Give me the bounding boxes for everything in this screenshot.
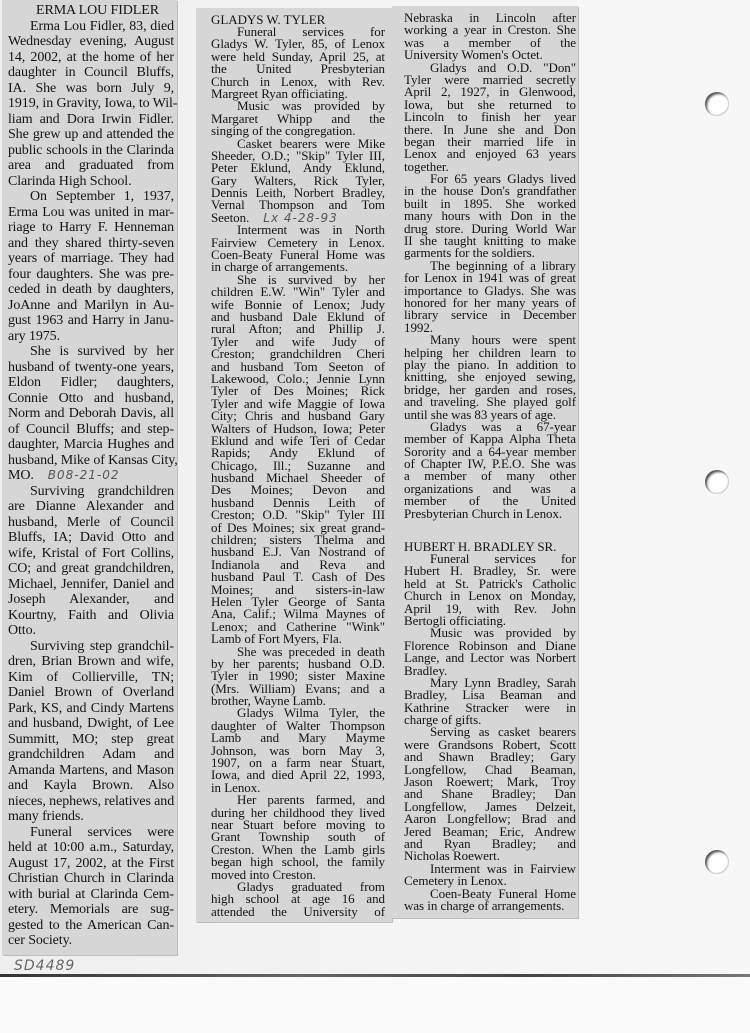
- text-line: husband Dennis Leith of: [211, 494, 385, 510]
- text-line: Bradley, Lisa Beaman and: [404, 687, 576, 703]
- text-line: Jered Beaman; Eric, Andrew: [404, 823, 576, 839]
- text-line: of Chapter IW, P.E.O. She was: [404, 456, 576, 472]
- text-line: [404, 897, 576, 913]
- text-line-content: was in charge of arrangements.: [404, 897, 565, 913]
- column-tyler-bradley-obituary: [404, 12, 576, 912]
- text-line: Gladys Wilma Tyler, the: [237, 705, 385, 721]
- text-line: were Grandsons Robert, Scott: [404, 736, 576, 752]
- text-line: ceded in death by daughters,: [8, 282, 174, 297]
- text-line: Grant Township south of: [211, 829, 385, 845]
- text-line: 1907, on a farm near Stuart,: [211, 755, 385, 771]
- text-line: Erma Lou was united in mar-: [8, 204, 174, 220]
- text-line: [8, 623, 174, 639]
- text-line-content: in Lenox.: [211, 779, 261, 795]
- text-line: Des Moines; Devon and: [211, 482, 385, 498]
- text-line: are Dianne Alexander and: [8, 499, 174, 514]
- text-line: She grew up and attended the: [8, 127, 174, 142]
- text-line: Eklund and wife Teri of Cedar: [211, 432, 385, 448]
- text-line: importance to Gladys. She was: [404, 282, 576, 298]
- paragraph: [211, 100, 385, 137]
- text-line-content: Presbyterian Church in Lenox.: [404, 505, 563, 521]
- paragraph: [211, 878, 385, 919]
- text-line-content: Margreet Ryan officiating.: [211, 85, 348, 101]
- text-line: She is survived by her: [30, 344, 174, 359]
- text-line: rural Afton; and Phillip J.: [211, 321, 385, 337]
- column-fidler-obituary: [8, 3, 178, 949]
- text-line: Amanda Martens, and Mason: [8, 762, 174, 778]
- text-line: [8, 468, 174, 484]
- text-line: [8, 933, 174, 949]
- text-line: Peter Eklund, Andy Eklund,: [211, 160, 385, 176]
- text-line: Creston. When the Lamb girls: [211, 841, 385, 857]
- text-line-content: cer Society.: [8, 933, 72, 948]
- obituary-heading: ERMA LOU FIDLER: [36, 3, 159, 18]
- text-line: Longfellow, Chad Beaman,: [404, 761, 576, 777]
- text-line-content: singing of the congregation.: [211, 123, 356, 139]
- paragraph: [404, 674, 576, 728]
- text-line: Walters of Hudson, Iowa; Peter: [211, 420, 385, 436]
- text-line: began their married life in: [404, 133, 576, 149]
- text-line: Indianola and Reva and: [211, 556, 385, 572]
- text-line: etery. Memorials are sug-: [8, 902, 174, 917]
- text-line: 1919, in Gravity, Iowa, to Wil-: [8, 96, 178, 111]
- text-line: husband, Mike of Kansas City,: [8, 452, 178, 468]
- paragraph: [404, 885, 576, 913]
- text-line: during her childhood they lived: [211, 804, 385, 820]
- text-line: husband E.J. Van Nostrand of: [211, 544, 385, 560]
- text-line: Aaron Longfellow; Brad and: [404, 811, 576, 827]
- text-line: August 17, 2002, at the First: [8, 855, 174, 871]
- text-line: Chicago, Ill.; Suzanne and: [211, 457, 385, 473]
- text-line: Her parents farmed, and: [237, 792, 385, 808]
- text-line-content: ary 1975.: [8, 328, 60, 344]
- paragraph: [404, 173, 576, 260]
- paragraph: [404, 418, 576, 521]
- text-line: and traveling. She played golf: [404, 394, 576, 410]
- text-line: Eldon Fidler; daughters,: [8, 375, 174, 390]
- punch-hole: [705, 92, 729, 116]
- paragraph: [404, 553, 576, 627]
- text-line-content: charge of gifts.: [404, 712, 482, 728]
- text-line: gested to the American Can-: [8, 917, 174, 933]
- text-line: nieces, nephews, relatives and: [8, 793, 175, 809]
- text-line: Gladys was a 67-year: [430, 418, 576, 434]
- text-line: [8, 174, 174, 190]
- text-line-content: together.: [404, 158, 449, 174]
- text-line: husband, Merle of Council: [8, 514, 174, 530]
- text-line: Tyler and wife Maggie of Iowa: [211, 395, 385, 411]
- spacer: [404, 520, 576, 540]
- text-line: Iowa, and died April 22, 1993,: [211, 767, 385, 783]
- text-line: Joseph Alexander, and: [8, 592, 174, 607]
- paragraph: [404, 860, 576, 889]
- paragraph: [8, 344, 178, 484]
- text-line: Daniel Brown of Overland: [8, 685, 174, 700]
- text-line: Interment was in Fairview: [430, 860, 576, 876]
- text-line: were held Sunday, April 25, at: [211, 48, 385, 64]
- text-line: Coen-Beaty Funeral Home was: [211, 247, 385, 263]
- text-line: near Stuart before moving to: [211, 817, 385, 832]
- text-line: for Lenox in 1941 was of great: [404, 270, 576, 286]
- text-line: Creston; O.D. "Skip" Tyler III: [211, 507, 385, 523]
- text-line: with burial at Clarinda Cem-: [8, 886, 174, 902]
- text-line: Bluffs, IA; David Otto and: [8, 530, 174, 545]
- text-line: On September 1, 1937,: [30, 189, 174, 204]
- paragraph: [211, 707, 385, 794]
- text-line: husband Michael Sheeder of: [211, 470, 385, 486]
- text-line: Tyler and wife Judy of: [211, 333, 385, 349]
- text-line: Music was provided by: [430, 625, 576, 641]
- paragraph: [404, 257, 576, 335]
- paragraph: [404, 627, 576, 677]
- text-line: public schools in the Clarinda: [8, 142, 174, 158]
- text-line-content: moved into Creston.: [211, 866, 316, 882]
- text-line: Many hours were spent: [430, 332, 576, 348]
- text-line: Florence Robinson and Diane: [404, 637, 576, 653]
- text-line: was a member of the: [404, 34, 576, 50]
- text-line: built in 1895. She worked: [404, 195, 576, 211]
- text-line: helping her children learn to: [404, 344, 576, 360]
- text-line: Gladys and O.D. "Don": [430, 59, 576, 75]
- paragraph: [8, 189, 174, 344]
- text-line: Funeral services were: [30, 824, 174, 840]
- text-line-content: Bertogli officiating.: [404, 612, 506, 628]
- text-line: Summitt, MO; step great: [8, 731, 174, 747]
- text-line: daughter, Marcia Hughes and: [8, 437, 174, 452]
- text-line: a member of many other: [404, 468, 576, 484]
- text-line: and Kayla Brown. Also: [8, 778, 174, 793]
- text-line: CO; and great grandchildren,: [8, 561, 174, 576]
- text-line: Christian Church in Clarinda: [8, 871, 174, 886]
- text-line-content: Bradley.: [404, 662, 448, 678]
- text-line: She is survived by her: [237, 271, 385, 287]
- text-line: four daughters. She was pre-: [8, 266, 174, 282]
- text-line-content: University Women's Octet.: [404, 47, 543, 63]
- paragraph: [211, 643, 385, 709]
- text-line: April 19, with Rev. John: [404, 600, 576, 616]
- text-line-content: MO.: [8, 468, 34, 483]
- text-line: Lincoln to finish her year: [404, 109, 576, 125]
- paragraph: [211, 135, 385, 225]
- text-line: Kathrine Stracker were in: [404, 699, 576, 715]
- text-line: Kourtny, Faith and Olivia: [8, 607, 174, 623]
- text-line: II she taught knitting to make: [404, 233, 576, 249]
- text-line: area and graduated from: [8, 158, 174, 173]
- paragraph: [211, 271, 385, 647]
- text-line: Lenox; and Catherine "Wink": [211, 618, 385, 634]
- text-line: by her parents; husband O.D.: [211, 655, 385, 671]
- text-line: held at St. Patrick's Catholic: [404, 575, 576, 591]
- text-line: there. In June she and Don: [404, 121, 576, 137]
- text-line: JoAnne and Marilyn in Au-: [8, 297, 174, 313]
- text-line: many hours with Don in the: [404, 208, 576, 224]
- text-line: Tyler were married secretly: [404, 71, 576, 87]
- text-line-content: until she was 83 years of age.: [404, 406, 556, 422]
- text-line: liam and Dora Irwin Fidler.: [8, 111, 174, 127]
- text-line: of Council Bluffs; and step-: [8, 421, 174, 437]
- text-line: husband Paul T. Cash of Des: [211, 569, 385, 585]
- text-line: Kim of Collierville, TN;: [8, 669, 174, 685]
- text-line: Music was provided by: [237, 98, 385, 114]
- text-line: Tyler of Des Moines; Rick: [211, 383, 385, 399]
- text-line-content: Lamb of Fort Myers, Fla.: [211, 631, 342, 647]
- text-line: Ana, Calif.; Wilma Maynes of: [211, 606, 385, 622]
- paragraph: [404, 59, 576, 174]
- text-line: City; Chris and husband Gary: [211, 408, 385, 424]
- text-line: honored for her many years of: [404, 294, 576, 310]
- text-line-content: Nicholas Roewert.: [404, 848, 500, 864]
- text-line: library service in December: [404, 307, 576, 323]
- paragraph: [8, 639, 174, 825]
- text-line: Norm and Deborah Davis, all: [8, 406, 174, 421]
- text-line: the United Presbyterian: [211, 61, 385, 77]
- paragraph: [404, 726, 576, 862]
- text-line-content: 1992.: [404, 319, 434, 335]
- text-line: husband of twenty-one years,: [8, 359, 174, 375]
- text-line: Creston; grandchildren Cheri: [211, 346, 385, 362]
- text-line: years of marriage. They had: [8, 251, 174, 266]
- text-line: Church in Lenox on Monday,: [404, 588, 576, 604]
- text-line: knitting, she enjoyed sewing,: [404, 369, 576, 385]
- text-line: Michael, Jennifer, Daniel and: [8, 576, 174, 592]
- text-line: Funeral services for: [237, 24, 385, 39]
- text-line: [8, 809, 174, 825]
- text-line: and Shane Bradley; Dan: [404, 786, 576, 802]
- text-line: Nebraska in Lincoln after: [404, 10, 576, 25]
- text-line: She was preceded in death: [237, 643, 385, 659]
- handwritten-note: B08-21-02: [47, 468, 120, 482]
- text-line: Gary Walters, Rick Tyler,: [211, 172, 385, 188]
- text-line: Sheeder, O.D.; "Skip" Tyler III,: [211, 147, 385, 163]
- text-line: Moines; and sisters-in-law: [211, 581, 385, 597]
- text-line: Margaret Whipp and the: [211, 110, 385, 126]
- text-line: and they shared thirty-seven: [8, 235, 174, 251]
- text-line: Rapids; Andy Eklund of: [211, 445, 385, 461]
- text-line-content: garments for the soldiers.: [404, 245, 535, 261]
- text-line: The beginning of a library: [430, 257, 576, 273]
- text-line: Sorority and a 64-year member: [404, 443, 576, 459]
- paragraph: [211, 794, 385, 881]
- text-line: Connie Otto and husband,: [8, 390, 174, 406]
- text-line: Funeral services for: [430, 551, 576, 567]
- text-line: Casket bearers were Mike: [237, 135, 385, 151]
- text-line: For 65 years Gladys lived: [430, 171, 576, 187]
- paragraph: [404, 12, 576, 62]
- page-edge: [0, 974, 750, 977]
- text-line: Wednesday evening, August: [8, 34, 174, 49]
- text-line: attended the University of: [211, 903, 385, 919]
- text-line-content: Seeton.: [211, 209, 250, 225]
- text-line: Church in Lenox, with Rev.: [211, 73, 385, 89]
- text-line: Mary Lynn Bradley, Sarah: [430, 674, 576, 690]
- text-line: Helen Tyler George of Santa: [211, 593, 385, 609]
- text-line: organizations and was a: [404, 480, 576, 496]
- handwritten-note: Lx 4-28-93: [263, 210, 338, 225]
- text-line: and Ryan Bradley; and: [404, 836, 576, 851]
- text-line: drug store. During World War: [404, 220, 576, 236]
- text-line: Park, KS, and Cindy Martens: [8, 700, 174, 716]
- text-line: Interment was in North: [237, 222, 385, 238]
- text-line: wife, Kristal of Fort Collins,: [8, 545, 174, 561]
- text-line: Jason Roewert; Mark, Troy: [404, 774, 576, 790]
- text-line: began high school, the family: [211, 854, 385, 870]
- text-line: dren, Brian Brown and wife,: [8, 654, 174, 669]
- paragraph: [211, 224, 385, 274]
- text-line: wife Bonnie of Lenox; Judy: [211, 296, 385, 312]
- column-tyler-obituary: [211, 13, 385, 918]
- punch-hole: [705, 470, 729, 494]
- text-line: Hubert H. Bradley, Sr. were: [404, 563, 576, 579]
- paragraph: [8, 18, 178, 190]
- text-line: held at 10:00 a.m., Saturday,: [8, 840, 174, 855]
- text-line: and husband Dale Eklund of: [211, 308, 385, 324]
- text-line: Lakewood, Colo.; Jennie Lynn: [211, 370, 385, 386]
- paragraph: [211, 26, 385, 100]
- text-line: riage to Harry F. Henneman: [8, 220, 174, 235]
- text-line: member of Kappa Alpha Theta: [404, 431, 576, 447]
- text-line: Erma Lou Fidler, 83, died: [30, 18, 174, 34]
- obituary-heading: HUBERT H. BRADLEY SR.: [404, 539, 557, 555]
- text-line: of Des Moines; six great grand-: [211, 519, 385, 535]
- text-line: working a year in Creston. She: [404, 22, 576, 38]
- text-line: daughter of Walter Thompson: [211, 717, 385, 733]
- text-line: Fairview Cemetery in Lenox.: [211, 234, 385, 250]
- text-line: Longfellow, James Delzeit,: [404, 798, 576, 814]
- text-line: daughter in Council Bluffs,: [8, 65, 174, 80]
- text-line-content: Clarinda High School.: [8, 173, 132, 189]
- text-line: Coen-Beaty Funeral Home: [430, 885, 576, 901]
- text-line: children E.W. "Win" Tyler and: [211, 284, 385, 300]
- punch-hole: [705, 850, 729, 874]
- text-line: Surviving step grandchil-: [30, 638, 174, 654]
- text-line: 14, 2002, at the home of her: [8, 49, 174, 65]
- text-line: member of the United: [404, 493, 576, 509]
- text-line-content: Otto.: [8, 623, 36, 638]
- text-line: Vernal Thompson and Tom: [211, 197, 385, 213]
- text-line: and husband Tom Seeton of: [211, 358, 385, 374]
- text-line-content: many friends.: [8, 809, 84, 824]
- text-line-content: in charge of arrangements.: [211, 259, 349, 275]
- paragraph: [8, 484, 174, 639]
- text-line-content: Cemetery in Lenox.: [404, 873, 507, 889]
- text-line: bridge, her garden and roses,: [404, 381, 576, 397]
- text-line: play the piano. In addition to: [404, 356, 576, 372]
- text-line: gust 1963 and Harry in Janu-: [8, 313, 174, 328]
- text-line: [8, 329, 174, 345]
- paragraph: [8, 825, 174, 949]
- text-line: grandchildren Adam and: [8, 747, 174, 762]
- text-line: children; sisters Thelma and: [211, 532, 385, 548]
- text-line: and husband, Dwight, of Lee: [8, 716, 174, 731]
- text-line: Tyler in 1990; sister Maxine: [211, 668, 385, 684]
- text-line: high school at age 16 and: [211, 891, 385, 907]
- paragraph: [404, 334, 576, 421]
- text-line: Surviving grandchildren: [30, 483, 174, 499]
- text-line: Serving as casket bearers: [430, 724, 576, 740]
- obituary-heading: GLADYS W. TYLER: [211, 12, 326, 27]
- text-line: Johnson, was born May 3,: [211, 742, 385, 758]
- text-line: Lenox and enjoyed 63 years: [404, 146, 576, 162]
- text-line: Gladys W. Tyler, 85, of Lenox: [211, 36, 385, 52]
- text-line: April 2, 1927, in Glenwood,: [404, 84, 576, 100]
- text-line: Iowa, but she returned to: [404, 96, 576, 112]
- text-line: [404, 505, 576, 521]
- text-line: Lange, and Lector was Norbert: [404, 650, 576, 666]
- text-line: and Shawn Bradley; Gary: [404, 749, 576, 765]
- text-line: (Mrs. William) Evans; and a: [211, 680, 385, 696]
- archive-label: SD4489: [14, 958, 76, 974]
- text-line: IA. She was born July 9,: [8, 80, 174, 96]
- text-line: Dennis Leith, Norbert Bradley,: [211, 185, 385, 201]
- text-line: in the house Don's grandfather: [404, 183, 576, 199]
- text-line: Gladys graduated from: [237, 878, 385, 894]
- text-line-content: brother, Wayne Lamb.: [211, 693, 326, 709]
- text-line: Lamb and Mary Mayme: [211, 730, 385, 746]
